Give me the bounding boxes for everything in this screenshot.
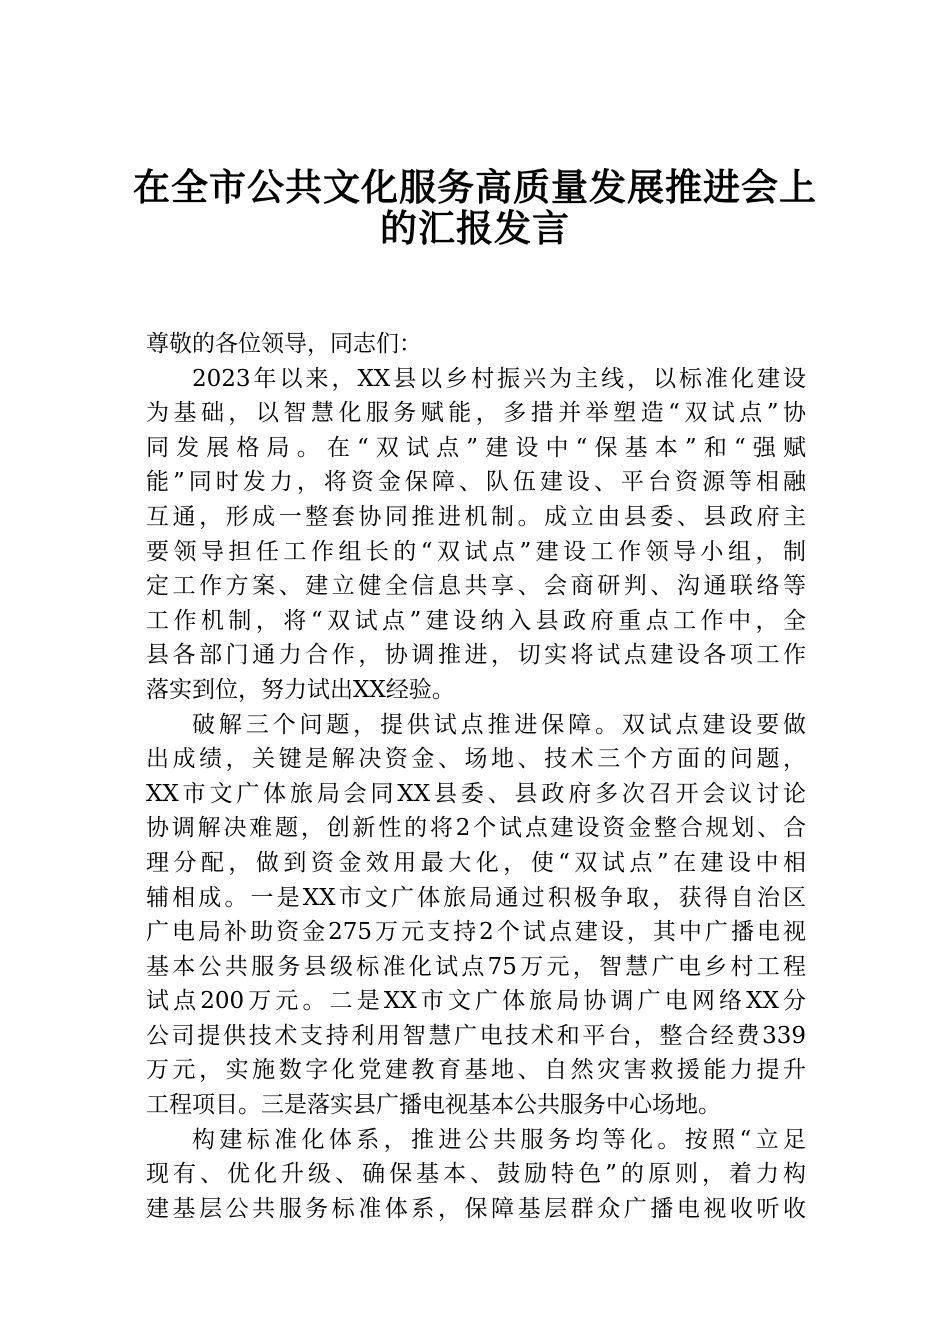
paragraph-2-line: 试点200万元。二是XX市文广体旅局协调广电网络XX分 <box>146 988 806 1015</box>
paragraph-3-line: 现有、优化升级、确保基本、鼓励特色”的原则，着力构 <box>146 1161 806 1188</box>
paragraph-1-line: 县各部门通力合作，协调推进，切实将试点建设各项工作 <box>146 642 806 669</box>
paragraph-2-line: 理分配，做到资金效用最大化，使“双试点”在建设中相 <box>146 849 806 876</box>
paragraph-2-line: 万元，实施数字化党建教育基地、自然灾害救援能力提升 <box>146 1057 806 1084</box>
document-title-line-2: 的汇报发言 <box>380 206 570 250</box>
paragraph-2-line: 破解三个问题，提供试点推进保障。双试点建设要做 <box>192 711 806 738</box>
paragraph-2-line: 协调解决难题，创新性的将2个试点建设资金整合规划、合 <box>146 815 806 842</box>
paragraph-1-line: 能”同时发力，将资金保障、队伍建设、平台资源等相融 <box>146 469 806 496</box>
document-body <box>146 327 806 1226</box>
paragraph-2-line: 工程项目。三是落实县广播电视基本公共服务中心场地。 <box>146 1092 721 1119</box>
paragraph-3-line: 构建标准化体系，推进公共服务均等化。按照“立足 <box>192 1126 806 1153</box>
salutation-line: 尊敬的各位领导，同志们： <box>146 331 422 357</box>
paragraph-2-line: 辅相成。一是XX市文广体旅局通过积极争取，获得自治区 <box>146 884 806 911</box>
paragraph-1-line: 要领导担任工作组长的“双试点”建设工作领导小组，制 <box>146 538 806 565</box>
paragraph-1-line: 工作机制，将“双试点”建设纳入县政府重点工作中，全 <box>146 607 806 634</box>
paragraph-2-line: XX市文广体旅局会同XX县委、县政府多次召开会议讨论 <box>146 780 806 807</box>
paragraph-1-line: 2023年以来，XX县以乡村振兴为主线，以标准化建设 <box>192 365 806 392</box>
paragraph-3-line: 建基层公共服务标准体系，保障基层群众广播电视收听收 <box>146 1195 806 1222</box>
paragraph-1-line: 同发展格局。在“双试点”建设中“保基本”和“强赋 <box>146 434 806 461</box>
paragraph-2-line: 基本公共服务县级标准化试点75万元，智慧广电乡村工程 <box>146 953 806 980</box>
document-title-line-1: 在全市公共文化服务高质量发展推进会上 <box>133 165 817 209</box>
paragraph-2-line: 广电局补助资金275万元支持2个试点建设，其中广播电视 <box>146 919 806 946</box>
paragraph-1-line: 为基础，以智慧化服务赋能，多措并举塑造“双试点”协 <box>146 400 806 427</box>
paragraph-2-line: 出成绩，关键是解决资金、场地、技术三个方面的问题， <box>146 746 806 773</box>
paragraph-1-line: 落实到位，努力试出XX经验。 <box>146 676 455 703</box>
paragraph-2-line: 公司提供技术支持利用智慧广电技术和平台，整合经费339 <box>146 1022 806 1049</box>
paragraph-1-line: 互通，形成一整套协同推进机制。成立由县委、县政府主 <box>146 503 806 530</box>
paragraph-1-line: 定工作方案、建立健全信息共享、会商研判、沟通联络等 <box>146 573 806 600</box>
